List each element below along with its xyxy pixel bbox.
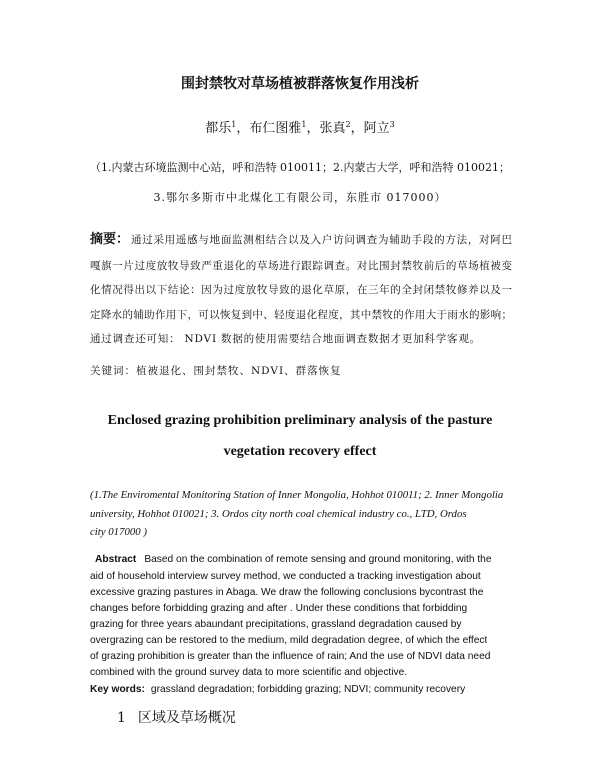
author-name: 阿立	[363, 121, 390, 136]
author-name: 都乐	[205, 121, 232, 136]
author-separator: ，	[236, 121, 250, 136]
abstract-cn-line: 化情况得出以下结论：因为过度放牧导致的退化草原，在三年的全封闭禁牧修养以及一	[90, 284, 512, 296]
abstract-en-line: aid of household interview survey method, we conducted a tracking investigation about	[90, 571, 481, 582]
author-affiliation-mark: 2	[345, 120, 351, 129]
abstract-en-line: of grazing prohibition is greater than the influence of rain; And the use of NDVI data need	[90, 651, 491, 662]
abstract-cn-line: 定降水的辅助作用下，可以恢复到中、轻度退化程度，其中禁牧的作用大于雨水的影响；	[90, 309, 512, 321]
paper-title-en-line: Enclosed grazing prohibition preliminary analysis of the pasture	[107, 413, 493, 428]
keywords-en-value: grassland degradation; forbidding grazing; NDVI; community recovery	[150, 684, 466, 695]
section-heading	[117, 709, 236, 727]
keywords-en	[90, 683, 465, 697]
keywords-cn-label: 关键词：	[90, 365, 136, 377]
author-name: 布仁图雅	[249, 121, 302, 136]
author-list	[0, 120, 600, 139]
abstract-en-line: changes before forbidding grazing and after . Under these conditions that forbidding	[90, 603, 468, 614]
paper-title-en-line: vegetation recovery effect	[223, 444, 377, 459]
author-name: 张真	[319, 121, 346, 136]
affiliation-cn-line: 3.鄂尔多斯市中北煤化工有限公司，东胜市 017000）	[153, 191, 447, 204]
author-affiliation-mark: 1	[231, 120, 237, 129]
affiliation-en-line: (1.The Enviromental Monitoring Station of Inner Mongolia, Hohhot 010011; 2. Inner Mongolia	[90, 489, 504, 501]
author-affiliation-mark: 1	[301, 120, 307, 129]
abstract-cn-line: 通过采用遥感与地面监测相结合以及入户访问调查为辅助手段的方法，对阿巴	[131, 234, 512, 246]
abstract-en-line: grazing for three years abaundant precipitations, grassland degradation caused by	[90, 619, 462, 630]
affiliation-cn-line: （1.内蒙古环境监测中心站，呼和浩特 010011；2.内蒙古大学，呼和浩特 010021；	[90, 161, 510, 174]
abstract-en-line: combined with the ground survey data to more scientific and objective.	[90, 667, 408, 678]
author-separator: ，	[306, 121, 320, 136]
affiliation-en-line: university, Hohhot 010021; 3. Ordos city north coal chemical industry co., LTD, Ordos	[90, 508, 467, 520]
paper-title-cn: 围封禁牧对草场植被群落恢复作用浅析	[181, 76, 419, 92]
abstract-en-label: Abstract	[95, 554, 137, 565]
section-number: 1	[117, 710, 126, 726]
author-affiliation-mark: 3	[389, 120, 395, 129]
abstract-cn-label: 摘要：	[90, 232, 130, 247]
abstract-cn-line: 嘎旗一片过度放牧导致严重退化的草场进行跟踪调查。对比围封禁牧前后的草场植被变	[90, 260, 512, 272]
abstract-cn-line: 通过调查还可知： NDVI 数据的使用需要结合地面调查数据才更加科学客观。	[90, 333, 481, 345]
keywords-cn-value: 植被退化、围封禁牧、NDVI、群落恢复	[136, 365, 342, 377]
abstract-en-first-line	[95, 553, 491, 567]
affiliation-en-line: city 017000 )	[90, 526, 147, 538]
abstract-en-line: Based on the combination of remote sensing and ground monitoring, with the	[144, 554, 492, 565]
section-title: 区域及草场概况	[137, 710, 236, 726]
keywords-en-label: Key words:	[90, 684, 145, 695]
keywords-cn	[90, 363, 342, 379]
author-separator: ，	[350, 121, 364, 136]
abstract-en-line: overgrazing can be restored to the medium, mild degradation degree, of which the effect	[90, 635, 488, 646]
abstract-en-line: excessive grazing pastures in Abaga. We draw the following conclusions bycontrast the	[90, 587, 484, 598]
